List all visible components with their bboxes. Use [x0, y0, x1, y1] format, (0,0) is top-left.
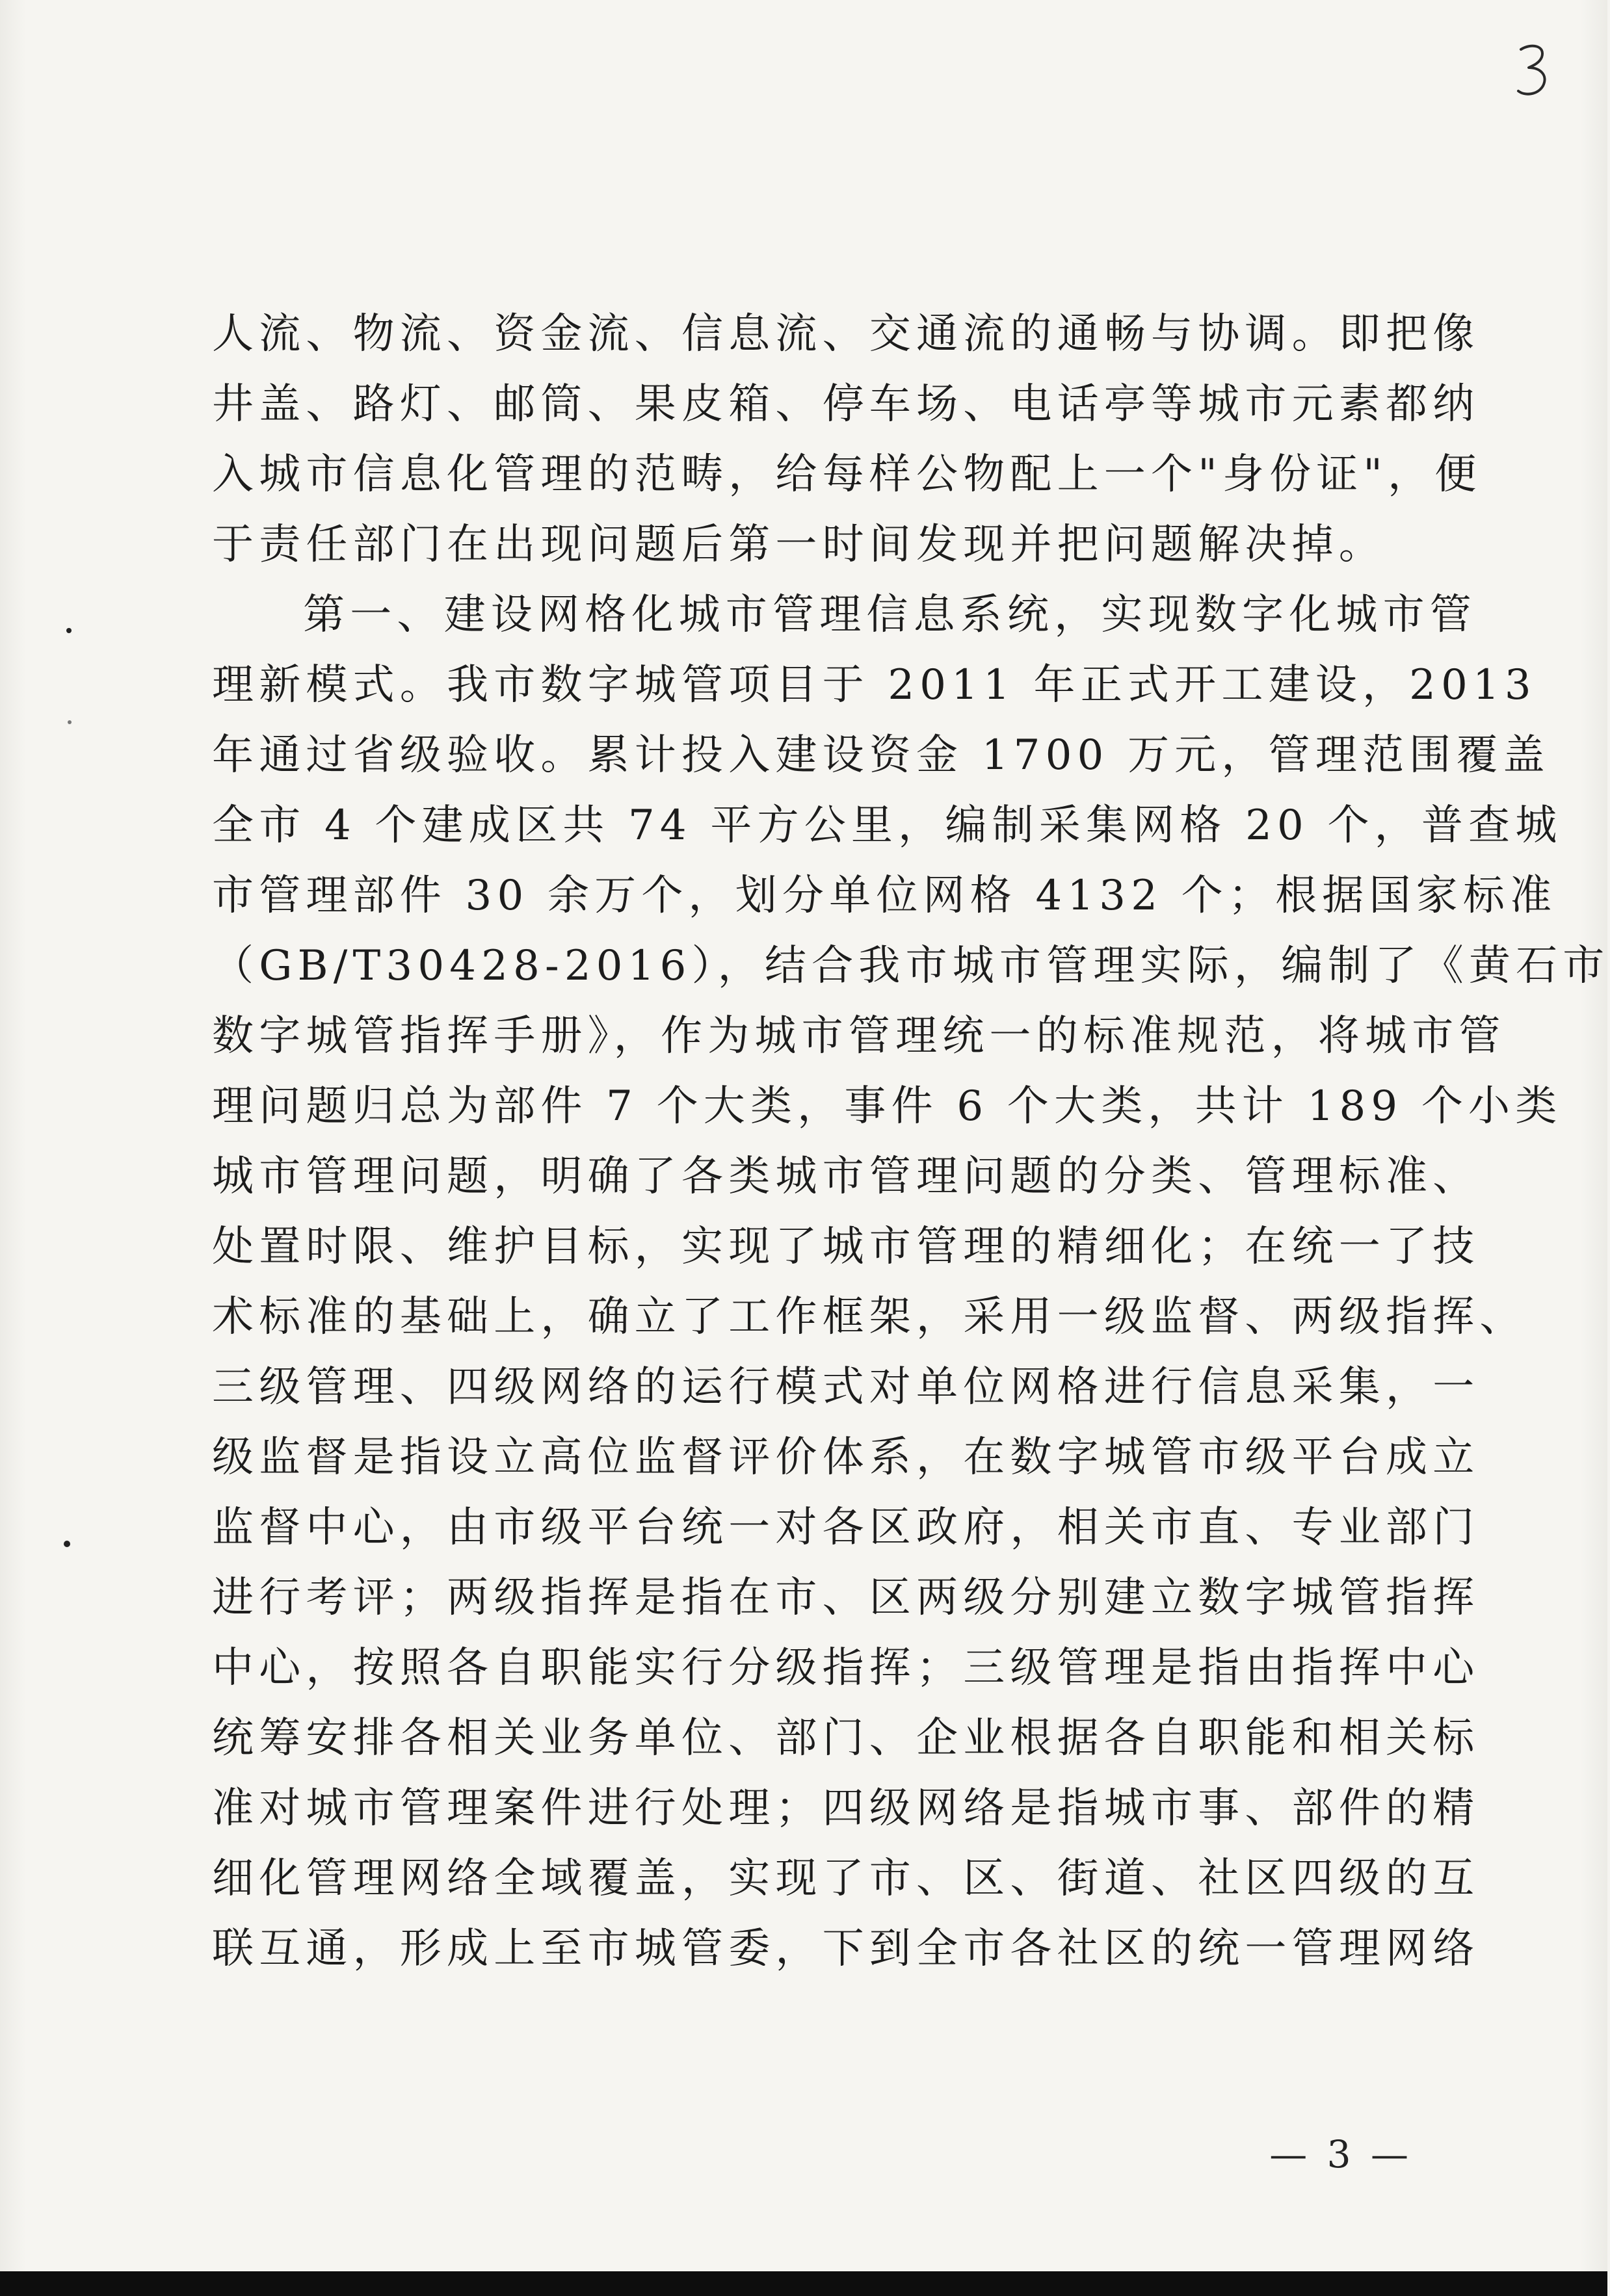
text-line: 统筹安排各相关业务单位、部门、企业根据各自职能和相关标	[212, 1714, 1480, 1762]
text-line: 入城市信息化管理的范畴，给每样公物配上一个"身份证"，便	[212, 450, 1482, 499]
text-line: 第一、建设网格化城市管理信息系统，实现数字化城市管	[303, 591, 1477, 639]
document-body	[212, 299, 1610, 1984]
text-line: 处置时限、维护目标，实现了城市管理的精细化；在统一了技	[212, 1223, 1480, 1271]
scan-bottom-edge	[0, 2271, 1607, 2296]
margin-dot	[66, 628, 72, 633]
text-line: 理新模式。我市数字城管项目于 2011 年正式开工建设，2013	[212, 661, 1537, 709]
text-line: 进行考评；两级指挥是指在市、区两级分别建立数字城管指挥	[212, 1574, 1480, 1622]
text-line: （GB/T30428-2016），结合我市城市管理实际，编制了《黄石市	[212, 942, 1610, 990]
text-line: 细化管理网络全域覆盖，实现了市、区、街道、社区四级的互	[212, 1855, 1480, 1903]
text-line: 术标准的基础上，确立了工作框架，采用一级监督、两级指挥、	[212, 1293, 1527, 1341]
text-line: 监督中心，由市级平台统一对各区政府，相关市直、专业部门	[212, 1504, 1480, 1552]
text-line: 数字城管指挥手册》，作为城市管理统一的标准规范，将城市管	[212, 1012, 1506, 1060]
margin-dot	[68, 720, 72, 724]
text-line: 联互通，形成上至市城管委，下到全市各社区的统一管理网络	[212, 1925, 1480, 1973]
margin-dot	[64, 1541, 70, 1547]
text-line: 城市管理问题，明确了各类城市管理问题的分类、管理标准、	[212, 1153, 1480, 1201]
text-line: 理问题归总为部件 7 个大类，事件 6 个大类，共计 189 个小类	[212, 1082, 1563, 1130]
text-line: 三级管理、四级网络的运行模式对单位网格进行信息采集，一	[212, 1363, 1480, 1411]
text-line: 市管理部件 30 余万个，划分单位网格 4132 个；根据国家标准	[212, 872, 1557, 920]
text-line: 年通过省级验收。累计投入建设资金 1700 万元，管理范围覆盖	[212, 731, 1550, 779]
page-number: — 3 —	[1269, 2132, 1412, 2176]
text-line: 中心，按照各自职能实行分级指挥；三级管理是指由指挥中心	[212, 1644, 1480, 1692]
text-line: 于责任部门在出现问题后第一时间发现并把问题解决掉。	[212, 521, 1386, 569]
text-line: 全市 4 个建成区共 74 平方公里，编制采集网格 20 个，普查城	[212, 802, 1563, 850]
text-line: 级监督是指设立高位监督评价体系，在数字城管市级平台成立	[212, 1433, 1480, 1481]
handwritten-page-mark	[1512, 40, 1557, 99]
text-line: 井盖、路灯、邮筒、果皮箱、停车场、电话亭等城市元素都纳	[212, 380, 1480, 428]
text-line: 准对城市管理案件进行处理；四级网络是指城市事、部件的精	[212, 1784, 1480, 1833]
text-line: 人流、物流、资金流、信息流、交通流的通畅与协调。即把像	[212, 310, 1480, 358]
